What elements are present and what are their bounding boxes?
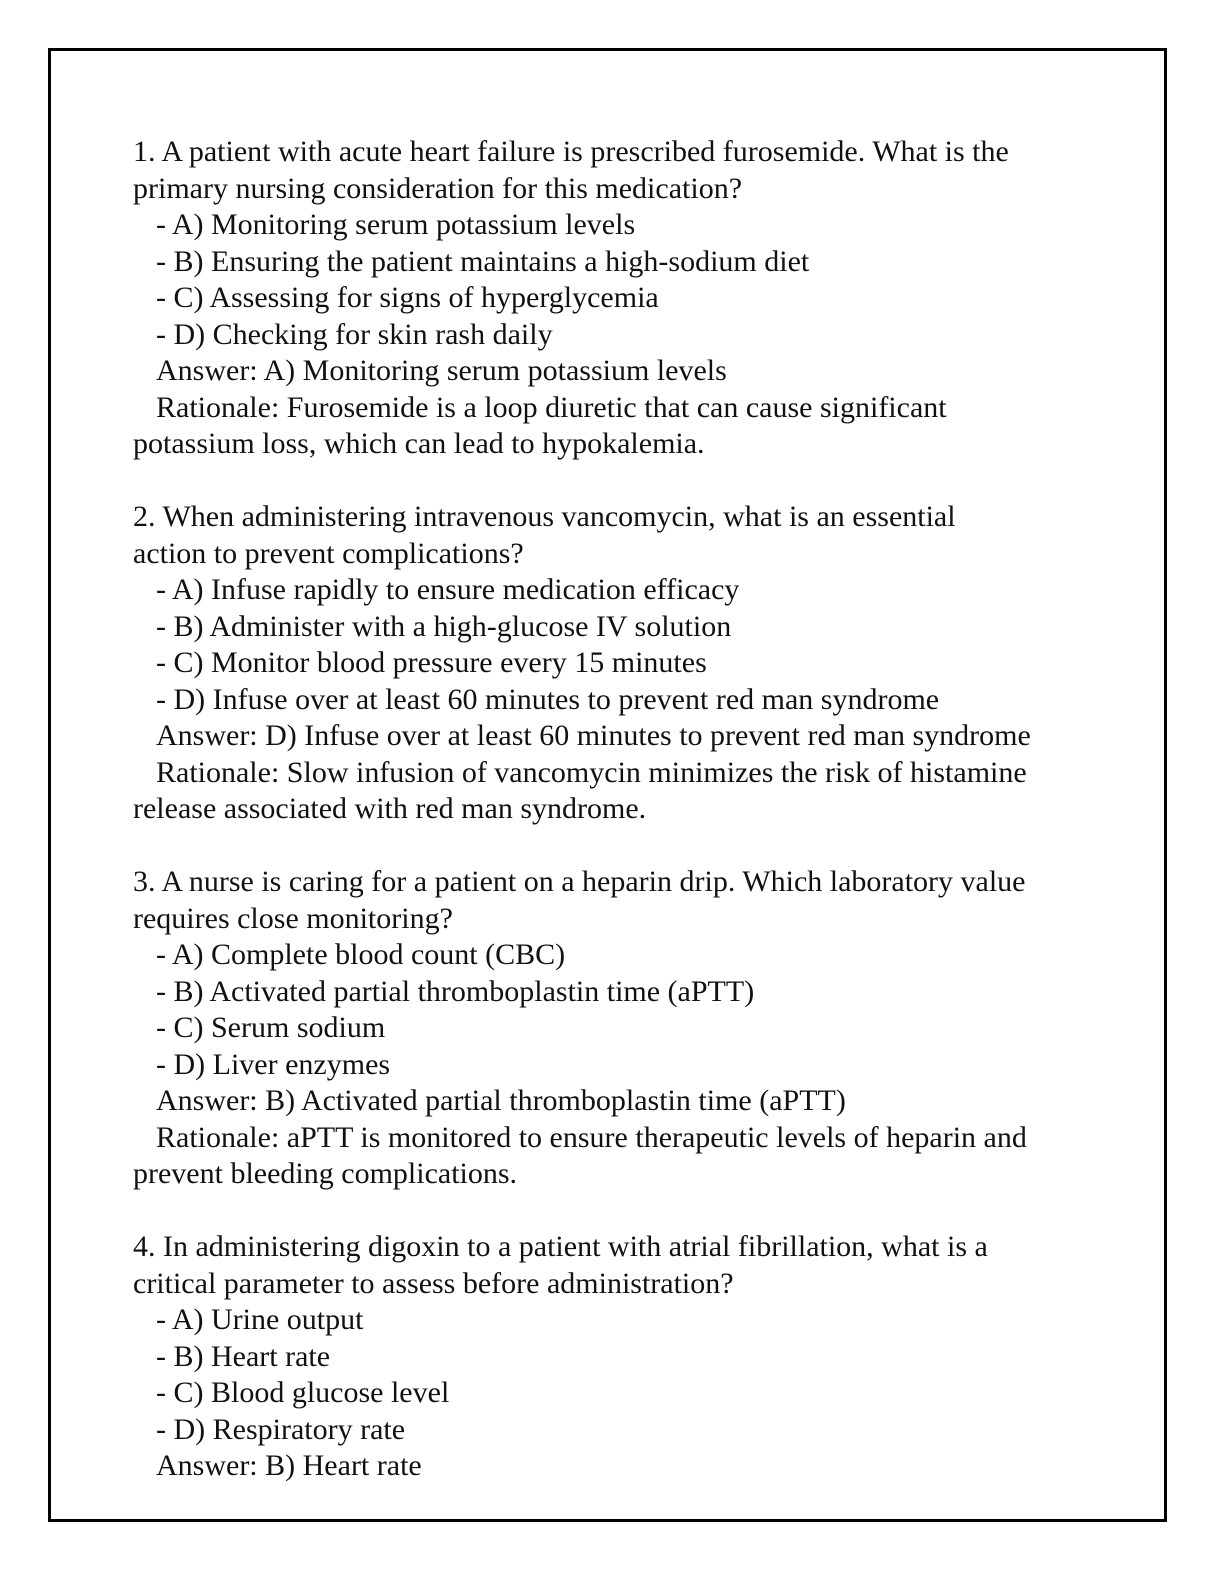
- question-block: [133, 864, 1133, 1193]
- question-stem: action to prevent complications?: [133, 536, 524, 570]
- rationale-line: prevent bleeding complications.: [133, 1157, 518, 1190]
- answer-option: - C) Blood glucose level: [156, 1376, 450, 1409]
- rationale-line: release associated with red man syndrome.: [133, 792, 647, 825]
- answer-option: - C) Assessing for signs of hyperglycemia: [156, 281, 659, 314]
- answer-option: - B) Administer with a high-glucose IV solution: [156, 609, 732, 643]
- rationale-line: potassium loss, which can lead to hypokalemia.: [133, 427, 705, 460]
- question-block: [133, 134, 1133, 463]
- answer-option: - B) Heart rate: [156, 1339, 331, 1373]
- answer-option: - D) Checking for skin rash daily: [156, 317, 553, 351]
- answer-line: Answer: A) Monitoring serum potassium levels: [156, 354, 727, 387]
- answer-option: - B) Ensuring the patient maintains a high-sodium diet: [156, 244, 810, 278]
- answer-option: - D) Respiratory rate: [156, 1412, 406, 1446]
- answer-line: Answer: D) Infuse over at least 60 minutes to prevent red man syndrome: [156, 719, 1031, 752]
- answer-option: - A) Infuse rapidly to ensure medication efficacy: [156, 573, 740, 606]
- question-stem: 3. A nurse is caring for a patient on a heparin drip. Which laboratory value: [133, 865, 1026, 898]
- rationale-line: Rationale: aPTT is monitored to ensure therapeutic levels of heparin and: [156, 1120, 1027, 1154]
- answer-option: - D) Infuse over at least 60 minutes to prevent red man syndrome: [156, 682, 940, 716]
- answer-option: - B) Activated partial thromboplastin time (aPTT): [156, 974, 755, 1008]
- question-block: [133, 499, 1133, 828]
- question-block: [133, 1229, 1133, 1485]
- answer-option: - C) Monitor blood pressure every 15 minutes: [156, 646, 707, 679]
- answer-option: - A) Complete blood count (CBC): [156, 938, 566, 971]
- question-stem: primary nursing consideration for this medication?: [133, 171, 743, 205]
- rationale-line: Rationale: Furosemide is a loop diuretic that can cause significant: [156, 390, 947, 424]
- answer-option: - A) Urine output: [156, 1303, 364, 1336]
- answer-option: - C) Serum sodium: [156, 1011, 386, 1044]
- answer-option: - A) Monitoring serum potassium levels: [156, 208, 636, 241]
- question-stem: critical parameter to assess before administration?: [133, 1266, 734, 1300]
- document-body: [133, 134, 1133, 1521]
- answer-line: Answer: B) Heart rate: [156, 1449, 422, 1482]
- answer-option: - D) Liver enzymes: [156, 1047, 391, 1081]
- rationale-line: Rationale: Slow infusion of vancomycin minimizes the risk of histamine: [156, 755, 1027, 789]
- answer-line: Answer: B) Activated partial thromboplastin time (aPTT): [156, 1084, 846, 1117]
- question-stem: 4. In administering digoxin to a patient with atrial fibrillation, what is a: [133, 1230, 988, 1263]
- question-stem: requires close monitoring?: [133, 901, 453, 935]
- question-stem: 2. When administering intravenous vancomycin, what is an essential: [133, 500, 956, 533]
- question-stem: 1. A patient with acute heart failure is prescribed furosemide. What is the: [133, 135, 1009, 168]
